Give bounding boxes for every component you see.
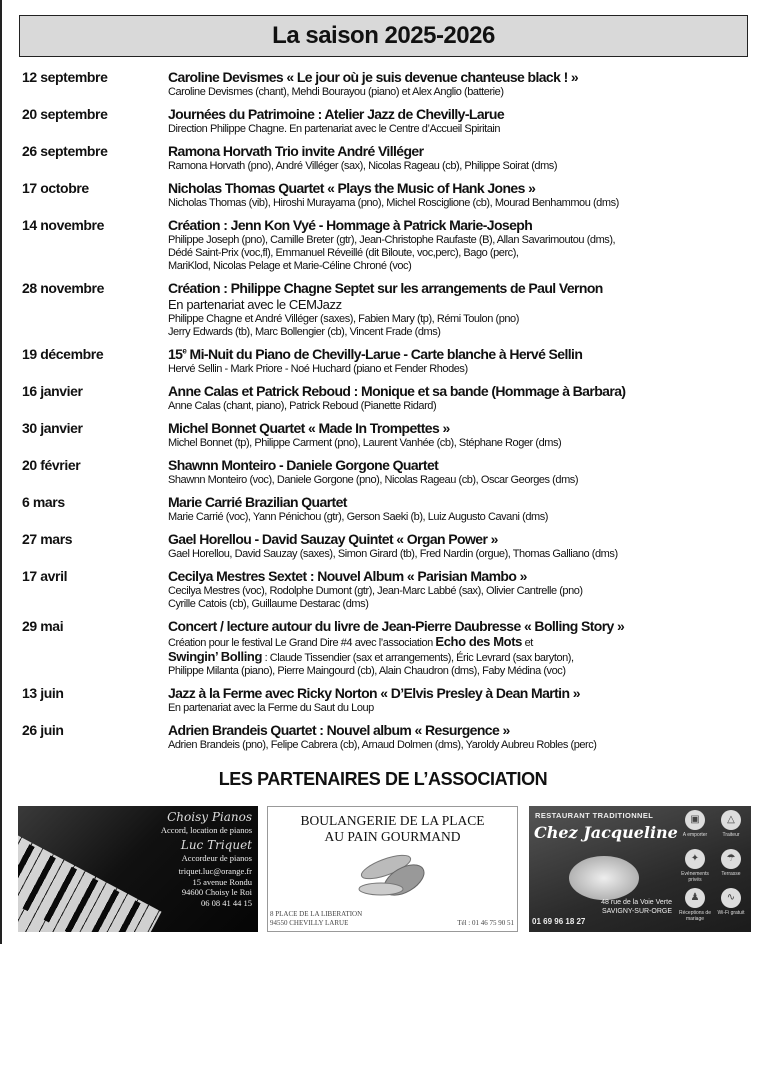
edition-number: 15 <box>168 346 183 362</box>
page-left-border <box>0 0 2 944</box>
event-lineup: En partenariat avec la Ferme du Saut du Loup <box>168 702 374 714</box>
service-takeaway <box>677 810 713 846</box>
event-date: 27 mars <box>22 531 73 547</box>
wifi-icon: ∿ <box>721 888 741 908</box>
event-item <box>22 493 757 524</box>
event-item <box>22 617 757 678</box>
event-lineup: Anne Calas (chant, piano), Patrick Reboud (Pianette Ridard) <box>168 400 437 412</box>
event-item <box>22 684 757 715</box>
service-label: A emporter <box>682 832 708 838</box>
event-date: 6 mars <box>22 494 65 510</box>
event-title: Cecilya Mestres Sextet : Nouvel Album « Parisian Mambo » <box>168 568 527 584</box>
event-title-text: Mi-Nuit du Piano de Chevilly-Larue - Carte blanche à Hervé Sellin <box>186 346 583 362</box>
event-date: 14 novembre <box>22 217 104 233</box>
event-title: Création : Philippe Chagne Septet sur les arrangements de Paul Vernon <box>168 280 603 296</box>
event-lineup: MariKlod, Nicolas Pelage et Marie-Céline Chroné (voc) <box>168 260 412 272</box>
event-item <box>22 216 757 273</box>
service-label: Evénements privés <box>681 871 709 883</box>
service-terrace <box>713 849 749 885</box>
service-label: Wi-Fi gratuit <box>717 910 745 916</box>
event-date: 12 septembre <box>22 69 108 85</box>
service-wifi <box>713 888 749 924</box>
event-item <box>22 419 757 450</box>
event-title: Création : Jenn Kon Vyé - Hommage à Patrick Marie-Joseph <box>168 217 533 233</box>
restaurant-street: 48 rue de la Voie Verte <box>601 899 672 906</box>
partners-heading: LES PARTENAIRES DE L’ASSOCIATION <box>218 769 548 789</box>
event-item <box>22 530 757 561</box>
event-lineup: Gael Horellou, David Sauzay (saxes), Simon Girard (tb), Fred Nardin (orgue), Thomas Galliano (dms) <box>168 548 618 560</box>
event-date: 29 mai <box>22 618 64 634</box>
event-list <box>22 68 757 752</box>
event-lineup: Philippe Joseph (pno), Camille Breter (gtr), Jean-Christophe Raufaste (B), Allan Savarimoutou (dms), <box>168 234 616 246</box>
restaurant-city: SAVIGNY-SUR-ORGE <box>601 908 672 915</box>
service-label: Réceptions de mariage <box>679 910 711 922</box>
page-title: La saison 2025-2026 <box>272 22 495 49</box>
event-date: 26 juin <box>22 722 64 738</box>
event-subtitle: En partenariat avec le CEMJazz <box>168 297 342 312</box>
event-lineup: Hervé Sellin - Mark Priore - Noé Huchard (piano et Fender Rhodes) <box>168 363 468 375</box>
event-date: 28 novembre <box>22 280 104 296</box>
partner-card-boulangerie <box>267 806 518 932</box>
band-name: Swingin’ Bolling <box>168 649 262 664</box>
event-lineup: Nicholas Thomas (vib), Hiroshi Murayama (pno), Michel Rosciglione (cb), Mourad Benhammou (dms) <box>168 197 619 209</box>
event-date: 13 juin <box>22 685 64 701</box>
event-date: 16 janvier <box>22 383 83 399</box>
restaurant-address <box>601 898 672 916</box>
event-title: Journées du Patrimoine : Atelier Jazz de Chevilly-Larue <box>168 106 505 122</box>
event-item <box>22 567 757 611</box>
event-lineup-text: Création pour le festival Le Grand Dire #4 avec l’association <box>168 637 436 649</box>
restaurant-services <box>677 810 749 924</box>
bread-illustration <box>356 851 436 901</box>
event-lineup: Ramona Horvath (pno), André Villéger (sax), Nicolas Rageau (cb), Philippe Soirat (dms) <box>168 160 558 172</box>
event-lineup: Jerry Edwards (tb), Marc Bollengier (cb), Vincent Frade (dms) <box>168 326 441 338</box>
event-item <box>22 142 757 173</box>
piano-person: Luc Triquet <box>180 837 252 852</box>
parasol-icon: ☂ <box>721 849 741 869</box>
service-label: Terrasse <box>721 871 741 877</box>
partner-association: Echo des Mots <box>435 634 522 649</box>
event-lineup-text: : Claude Tissendier (sax et arrangements), Éric Levrard (sax baryton), <box>261 652 574 664</box>
event-item <box>22 721 757 752</box>
event-item <box>22 68 757 99</box>
event-date: 26 septembre <box>22 143 108 159</box>
event-lineup: Michel Bonnet (tp), Philippe Carment (pno), Laurent Vanhée (cb), Stéphane Roger (dms) <box>168 437 562 449</box>
edition-suffix: e <box>182 346 187 356</box>
piano-street: 15 avenue Rondu <box>192 876 252 887</box>
cloche-icon: △ <box>721 810 741 830</box>
event-title: Jazz à la Ferme avec Ricky Norton « D’Elvis Presley à Dean Martin » <box>168 685 580 701</box>
piano-city: 94600 Choisy le Roi <box>181 887 252 897</box>
event-item <box>22 279 757 339</box>
event-lineup: Cecilya Mestres (voc), Rodolphe Dumont (gtr), Jean-Marc Labbé (sax), Olivier Cantrelle (pno) <box>168 585 583 597</box>
piano-role: Accordeur de pianos <box>181 852 252 863</box>
event-lineup: Cyrille Catois (cb), Guillaume Destarac (dms) <box>168 598 369 610</box>
bakery-address-line2: 94550 CHEVILLY LARUE <box>270 918 349 927</box>
event-title <box>168 345 757 363</box>
event-title: Anne Calas et Patrick Reboud : Monique et sa bande (Hommage à Barbara) <box>168 383 626 399</box>
event-lineup <box>168 635 757 650</box>
service-private-events <box>677 849 713 885</box>
bakery-name-line2: AU PAIN GOURMAND <box>324 829 461 844</box>
event-date: 20 février <box>22 457 81 473</box>
event-lineup: Adrien Brandeis (pno), Felipe Cabrera (cb), Arnaud Dolmen (dms), Yaroldy Aubreu Robles (perc) <box>168 739 597 751</box>
piano-email: triquet.luc@orange.fr <box>178 866 252 876</box>
event-lineup: Direction Philippe Chagne. En partenariat avec le Centre d’Accueil Spiritain <box>168 123 501 135</box>
restaurant-kind: RESTAURANT TRADITIONNEL <box>535 811 654 820</box>
bakery-phone: Tél : 01 46 75 90 51 <box>457 918 514 927</box>
restaurant-phone: 01 69 96 18 27 <box>532 917 586 926</box>
event-title: Caroline Devismes « Le jour où je suis devenue chanteuse black ! » <box>168 69 579 85</box>
restaurant-main-panel <box>529 806 678 932</box>
event-date: 30 janvier <box>22 420 83 436</box>
service-catering <box>713 810 749 846</box>
event-lineup: Dédé Saint-Prix (voc,fl), Emmanuel Réveillé (dit Biloute, voc,perc), Bago (perc), <box>168 247 519 259</box>
event-title: Concert / lecture autour du livre de Jean-Pierre Daubresse « Bolling Story » <box>168 618 625 634</box>
event-date: 20 septembre <box>22 106 108 122</box>
couple-icon: ♟ <box>685 888 705 908</box>
event-title: Marie Carrié Brazilian Quartet <box>168 494 347 510</box>
partner-card-choisy-pianos <box>18 806 258 932</box>
event-title: Shawnn Monteiro - Daniele Gorgone Quartet <box>168 457 439 473</box>
event-item <box>22 382 757 413</box>
event-lineup-text: et <box>521 637 533 649</box>
piano-phone: 06 08 41 44 15 <box>201 897 252 908</box>
shopping-bag-icon: ▣ <box>685 810 705 830</box>
service-label: Traiteur <box>722 832 740 838</box>
event-title: Gael Horellou - David Sauzay Quintet « Organ Power » <box>168 531 498 547</box>
season-title-banner <box>19 15 748 57</box>
event-lineup: Shawnn Monteiro (voc), Daniele Gorgone (pno), Nicolas Rageau (cb), Oscar Georges (dms) <box>168 474 579 486</box>
event-lineup: Philippe Milanta (piano), Pierre Maingourd (cb), Alain Chaudron (dms), Faby Médina (voc) <box>168 665 566 677</box>
event-lineup <box>168 650 757 665</box>
event-item <box>22 456 757 487</box>
event-lineup: Philippe Chagne et André Villéger (saxes), Fabien Mary (tp), Rémi Toulon (pno) <box>168 313 519 325</box>
event-title: Ramona Horvath Trio invite André Villéger <box>168 143 424 159</box>
event-title: Adrien Brandeis Quartet : Nouvel album « Resurgence » <box>168 722 510 738</box>
event-lineup: Marie Carrié (voc), Yann Pénichou (gtr), Gerson Saeki (b), Luiz Augusto Cavani (dms) <box>168 511 548 523</box>
partner-cards <box>0 806 766 932</box>
piano-black-keys-image <box>18 830 152 932</box>
partner-card-chez-jacqueline <box>529 806 751 932</box>
bakery-address <box>270 910 362 927</box>
event-lineup: Caroline Devismes (chant), Mehdi Bourayou (piano) et Alex Anglio (batterie) <box>168 86 504 98</box>
piano-service: Accord, location de pianos <box>160 825 252 835</box>
piano-brand: Choisy Pianos <box>167 810 252 824</box>
bakery-address-line1: 8 PLACE DE LA LIBERATION <box>270 910 363 918</box>
champagne-icon: ✦ <box>685 849 705 869</box>
dish-photo <box>569 856 639 900</box>
restaurant-name: Chez Jacqueline <box>534 823 678 842</box>
event-date: 17 avril <box>22 568 68 584</box>
event-item <box>22 345 757 376</box>
event-item <box>22 105 757 136</box>
event-title: Nicholas Thomas Quartet « Plays the Music of Hank Jones » <box>168 180 536 196</box>
event-item <box>22 179 757 210</box>
event-date: 17 octobre <box>22 180 89 196</box>
event-date: 19 décembre <box>22 346 104 362</box>
bakery-name-line1: BOULANGERIE DE LA PLACE <box>300 813 485 828</box>
service-weddings <box>677 888 713 924</box>
event-title: Michel Bonnet Quartet « Made In Trompettes » <box>168 420 450 436</box>
